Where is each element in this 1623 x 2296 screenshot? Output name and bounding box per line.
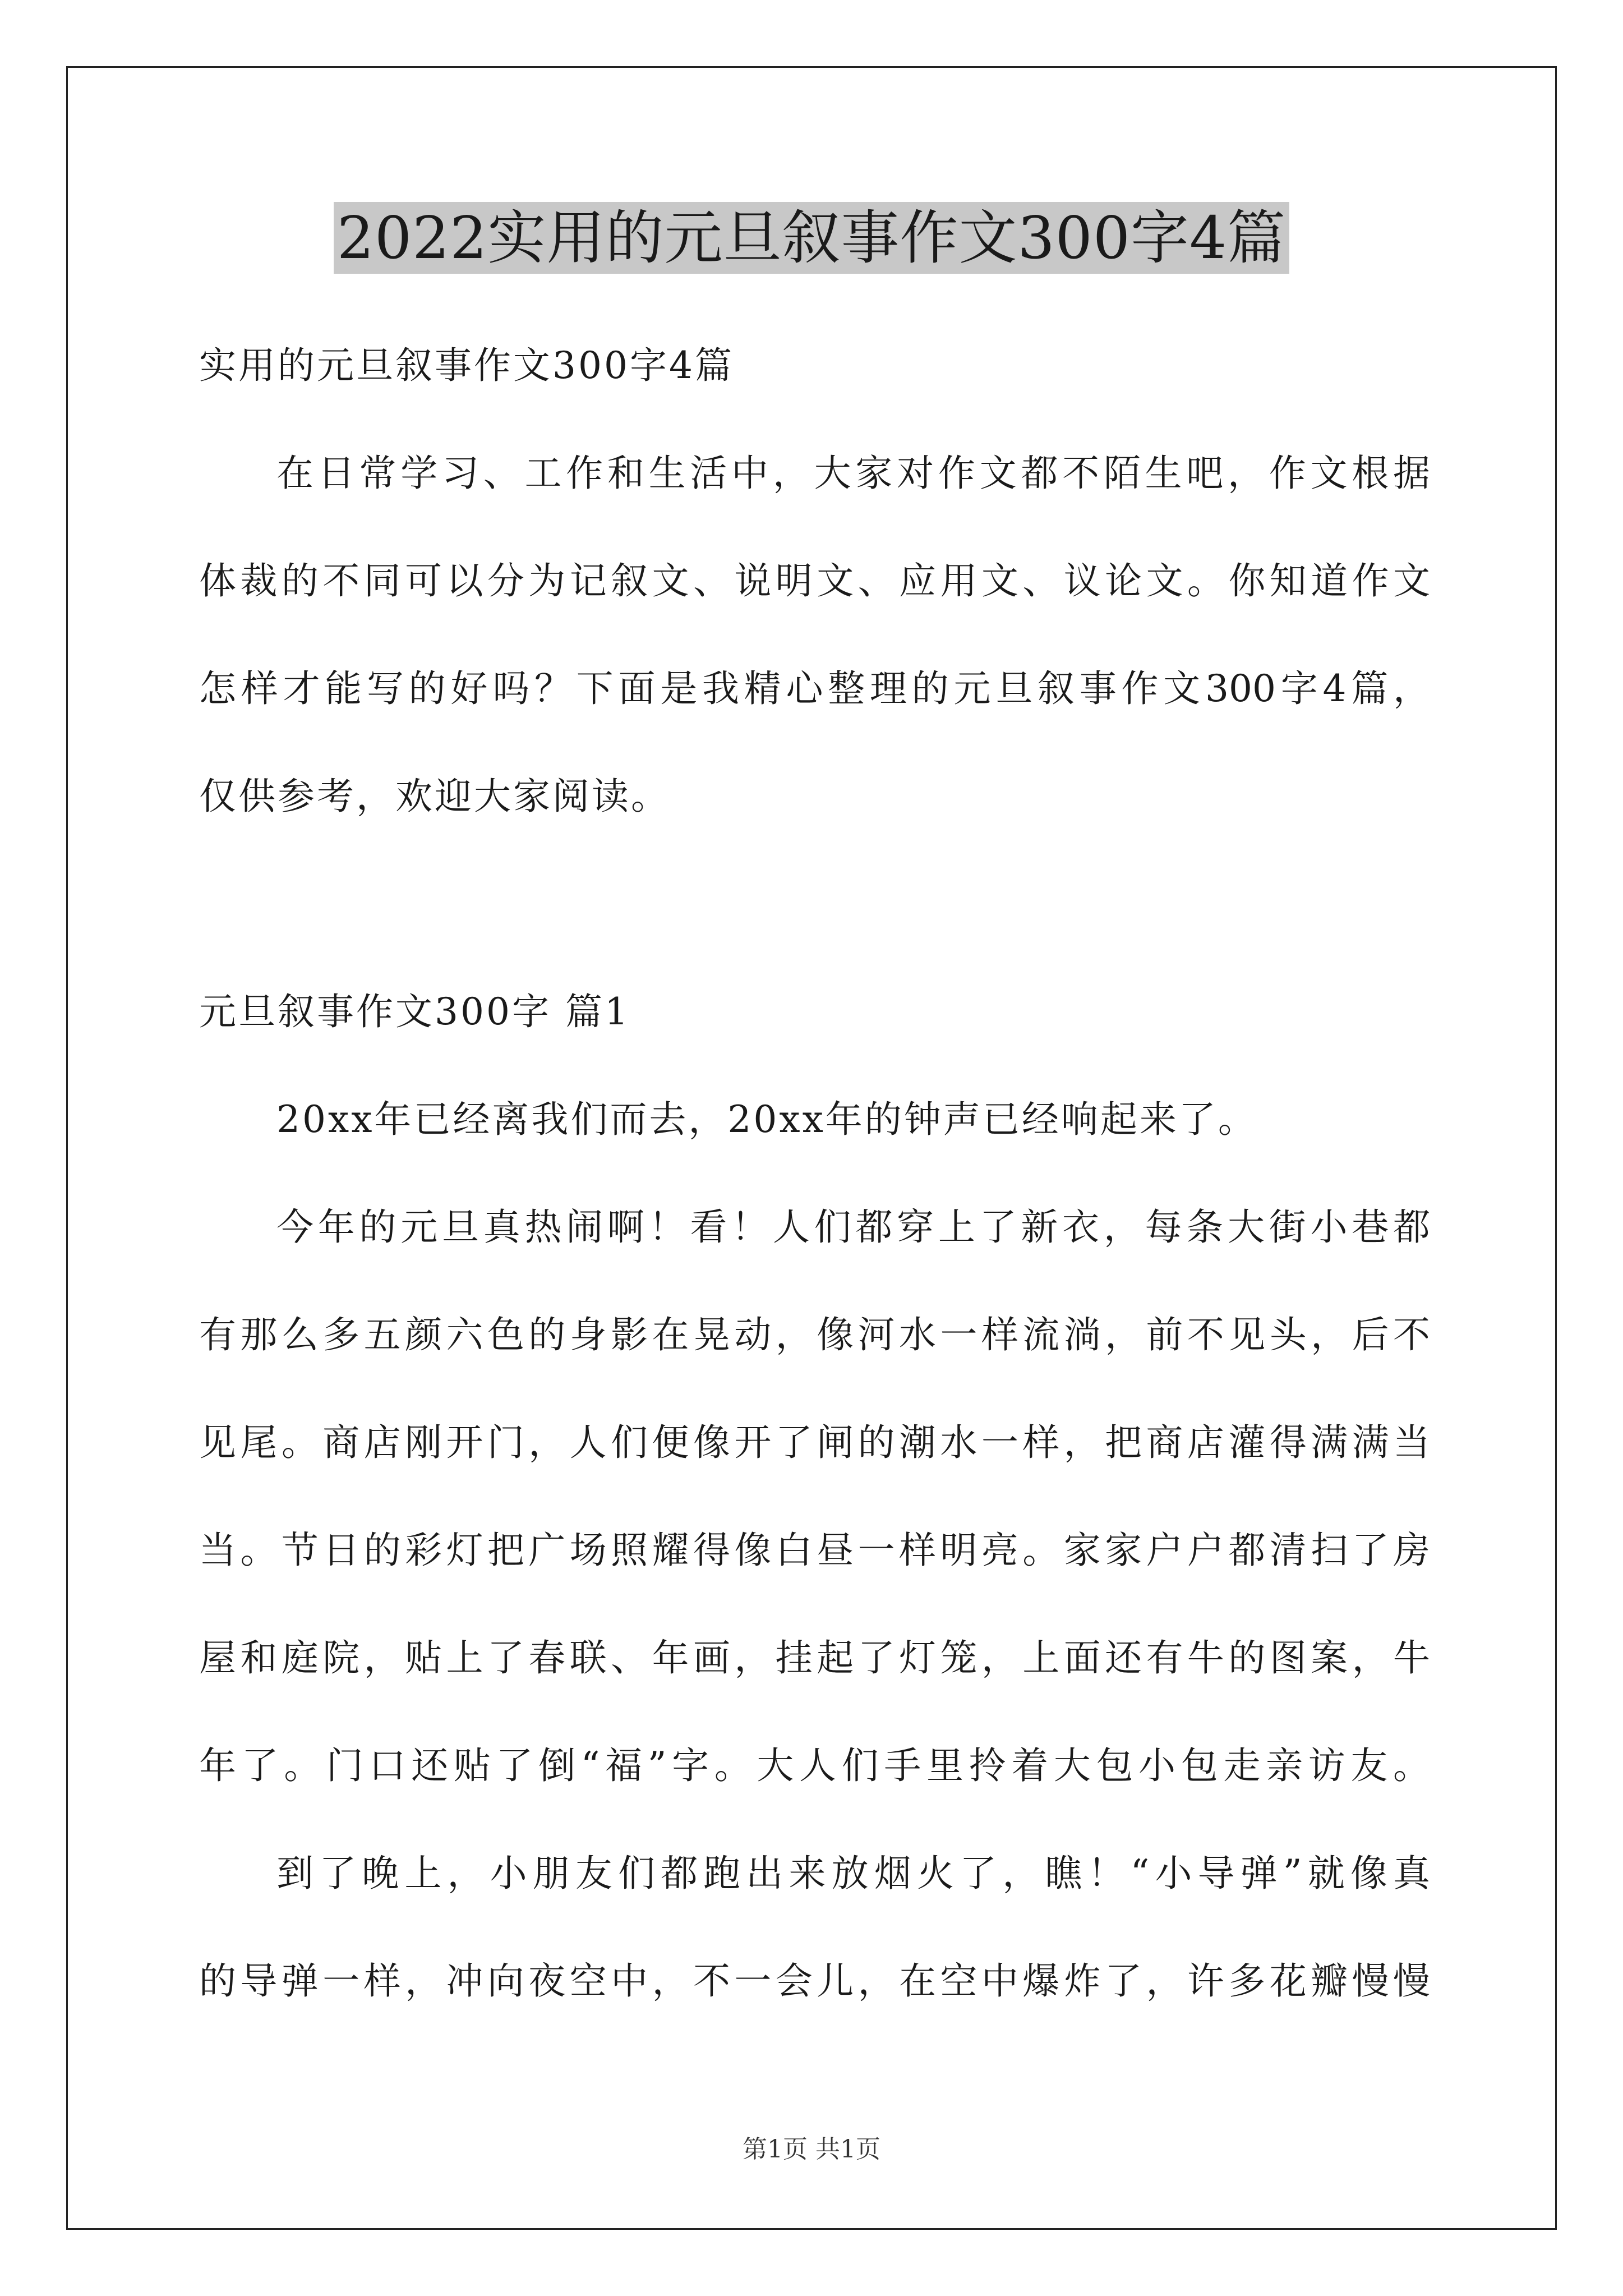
paragraph-line: 到了晚上，小朋友们都跑出来放烟火了，瞧！“小导弹”就像真 (276, 1852, 1430, 1895)
paragraph-line: 20xx年已经离我们而去，20xx年的钟声已经响起来了。 (276, 1098, 1257, 1141)
paragraph-gap (199, 850, 1430, 958)
paragraph-line: 见尾。商店刚开门，人们便像开了闸的潮水一样，把商店灌得满满当 (199, 1421, 1430, 1464)
paragraph-line: 当。节日的彩灯把广场照耀得像白昼一样明亮。家家户户都清扫了房 (199, 1529, 1430, 1572)
paragraph-line: 今年的元旦真热闹啊！看！人们都穿上了新衣，每条大街小巷都 (276, 1205, 1430, 1249)
paragraph-line: 年了。门口还贴了倒“福”字。大人们手里拎着大包小包走亲访友。 (199, 1744, 1430, 1787)
paragraph-line: 有那么多五颜六色的身影在晃动，像河水一样流淌，前不见头，后不 (199, 1313, 1430, 1356)
section-heading: 元旦叙事作文300字 篇1 (199, 990, 630, 1033)
paragraph-line: 的导弹一样，冲向夜空中，不一会儿，在空中爆炸了，许多花瓣慢慢 (199, 1959, 1430, 2003)
document-subtitle: 实用的元旦叙事作文300字4篇 (199, 344, 734, 387)
page-footer: 第1页 共1页 (743, 2135, 880, 2164)
document-body (199, 312, 1430, 2035)
title-container (0, 202, 1623, 274)
intro-line: 体裁的不同可以分为记叙文、说明文、应用文、议论文。你知道作文 (199, 559, 1430, 602)
document-title: 2022实用的元旦叙事作文300字4篇 (334, 202, 1289, 274)
paragraph-line: 屋和庭院，贴上了春联、年画，挂起了灯笼，上面还有牛的图案，牛 (199, 1636, 1430, 1680)
intro-line: 仅供参考，欢迎大家阅读。 (199, 775, 670, 818)
intro-line: 在日常学习、工作和生活中，大家对作文都不陌生吧，作文根据 (276, 452, 1430, 495)
intro-line: 怎样才能写的好吗？下面是我精心整理的元旦叙事作文300字4篇， (199, 667, 1430, 710)
